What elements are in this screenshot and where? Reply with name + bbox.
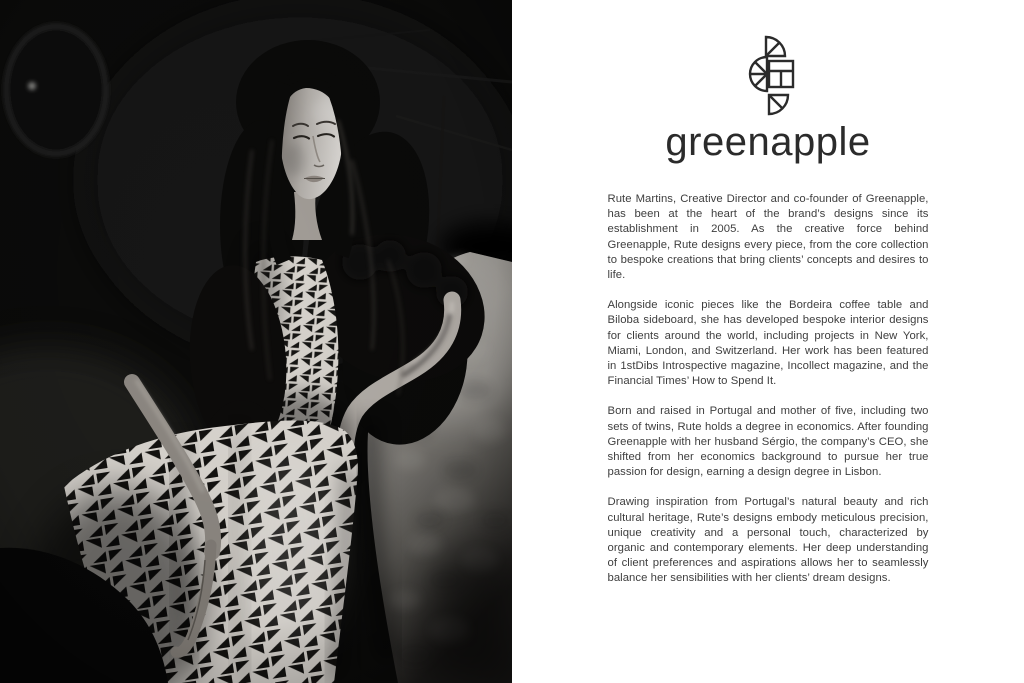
brand-wordmark: greenapple [665,120,871,164]
biography-text [608,192,929,587]
bio-paragraph-4: Drawing inspiration from Portugal’s natural beauty and rich cultural heritage, Rute’s designs embody meticulous precision, unique creativity and a personal touch, characterized by organic and contemporary elements. Her deep understanding of client preferences and aspirations allows her to seamlessly balance her sensibilities with her clients’ dream designs. [607,496,929,585]
bio-paragraph-1: Rute Martins, Creative Director and co-founder of Greenapple, has been at the heart of the brand’s designs since its establishment in 2005. As the creative force behind Greenapple, Rute designs every piece, from the core collection to bespoke creations that bring clients’ concepts and desires to life. [607,193,929,282]
content-pane [512,0,1024,683]
brand-block [665,30,870,164]
bio-paragraph-3: Born and raised in Portugal and mother of five, including two sets of twins, Rute holds a degree in economics. After founding Greenapple with her husband Sérgio, the company’s CEO, she shifted from her economics background to pursue her true passion for design, earning a design degree in Lisbon. [607,405,929,479]
bio-paragraph-2: Alongside iconic pieces like the Bordeira coffee table and Biloba sideboard, she has developed bespoke interior designs for clients around the world, including projects in New York, Miami, London, and Switzerland. Her work has been featured in 1stDibs Introspective magazine, Incollect magazine, and the Financial Times’ How to Spend It. [607,299,929,388]
greenapple-logo-icon [736,30,800,116]
